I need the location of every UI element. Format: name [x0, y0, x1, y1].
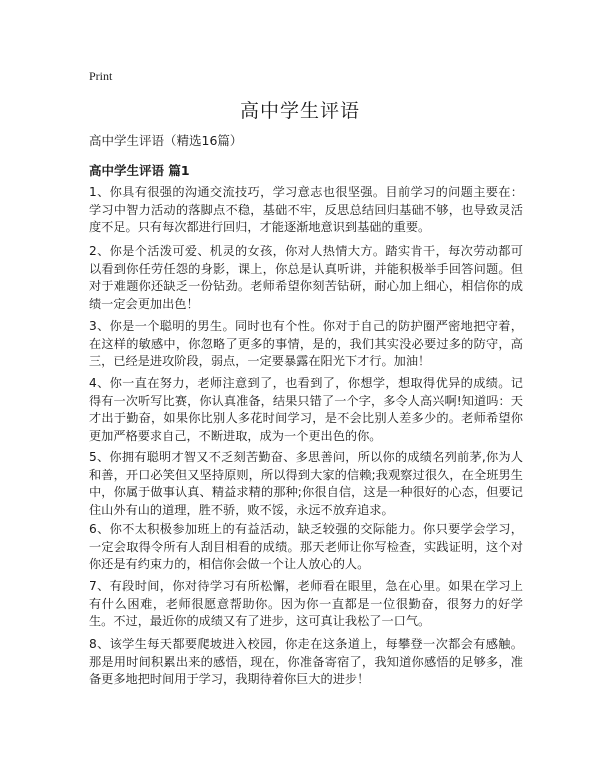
- comment-paragraph-3: 3、你是一个聪明的男生。同时也有个性。你对于自己的防护圈严密地把守着，在这样的敏感中，你忽略了更多的事情，是的，我们其实没必要过多的防守，高三，已经是进攻阶段，弱点，一定要暴露在阳光下才行。加油！: [89, 319, 523, 368]
- section-heading: 高中学生评语 篇1: [89, 163, 190, 178]
- comment-paragraph-1: 1、你具有很强的沟通交流技巧，学习意志也很坚强。目前学习的问题主要在：学习中智力活动的落脚点不稳，基础不牢，反思总结回归基础不够，也导致灵活度不足。只有每次都进行回归，才能逐渐地意识到基础的重要。: [89, 185, 523, 234]
- comment-paragraph-8: 8、该学生每天都要爬坡进入校园，你走在这条道上，每攀登一次都会有感触。那是用时间积累出来的感悟，现在，你准备寄宿了，我知道你感悟的足够多，准备更多地把时间用于学习，我期待着你巨大的进步！: [89, 637, 523, 686]
- comment-paragraph-4: 4、你一直在努力，老师注意到了，也看到了，你想学，想取得优异的成绩。记得有一次听写比赛，你认真准备，结果只错了一个字，多令人高兴啊!知道吗：天才出于勤奋，如果你比别人多花时间学习，是不会比别人差多少的。老师希望你更加严格要求自己，不断进取，成为一个更出色的你。: [89, 376, 523, 443]
- comment-paragraph-6: 6、你不太积极参加班上的有益活动，缺乏较强的交际能力。你只要学会学习，一定会取得令所有人刮目相看的成绩。那天老师让你写检查，实践证明，这个对你还是有约束力的，相信你会做一个让人放心的人。: [89, 522, 523, 571]
- print-link[interactable]: Print: [89, 69, 113, 83]
- comment-paragraph-7: 7、有段时间，你对待学习有所松懈，老师看在眼里，急在心里。如果在学习上有什么困难，老师很愿意帮助你。因为你一直都是一位很勤奋，很努力的好学生。不过，最近你的成绩又有了进步，这可真让我松了一口气。: [89, 579, 523, 628]
- comment-paragraph-5: 5、你拥有聪明才智又不乏刻苦勤奋、多思善问，所以你的成绩名列前茅,你为人和善，开口必笑但又坚持原则，所以得到大家的信赖;我观察过很久，在全班男生中，你属于做事认真、精益求精的那种;你很自信，这是一种很好的心态，但要记住山外有山的道理，胜不骄，败不馁，永远不放弃追求。: [89, 450, 523, 517]
- comment-paragraph-2: 2、你是个活泼可爱、机灵的女孩，你对人热情大方。踏实肯干，每次劳动都可以看到你任劳任怨的身影，课上，你总是认真听讲，并能积极举手回答问题。但对于难题你还缺乏一份钻劲。老师希望你刻苦钻研，耐心加上细心，相信你的成绩一定会更加出色！: [89, 244, 523, 311]
- page-title: 高中学生评语: [239, 100, 360, 122]
- document-subtitle: 高中学生评语（精选16篇）: [89, 133, 243, 148]
